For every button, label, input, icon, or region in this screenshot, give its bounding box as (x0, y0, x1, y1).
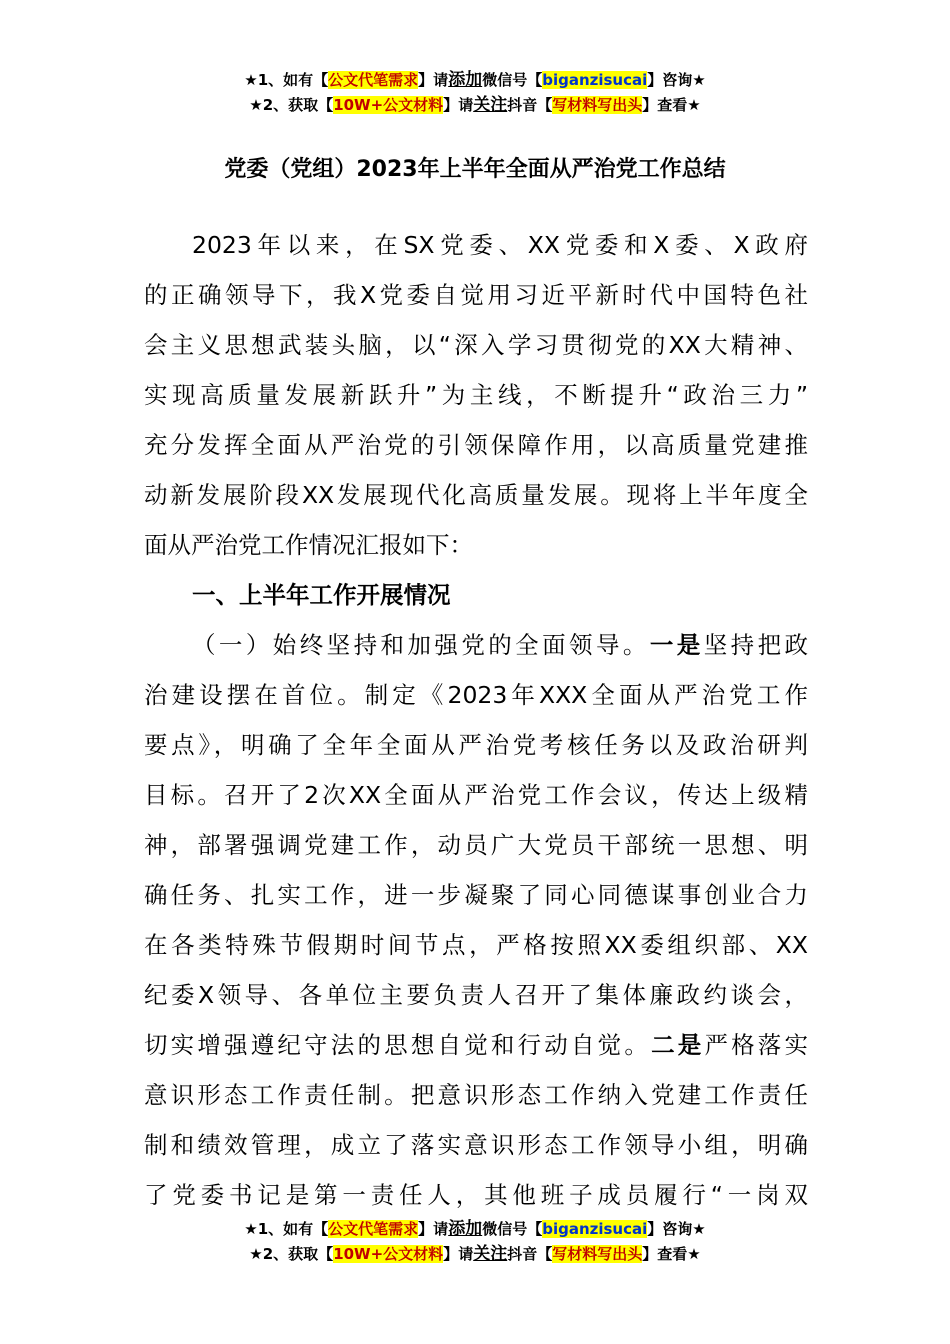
banner-wechat-id: biganzisucai (542, 71, 648, 89)
paragraph-line: 纪委X领导、各单位主要负责人召开了集体廉政约谈会， (144, 981, 808, 1009)
paragraph-line: 制和绩效管理，成立了落实意识形态工作领导小组，明确 (144, 1131, 808, 1159)
banner-highlight: 写材料写出头 (552, 1245, 643, 1263)
banner-text: 】咨询★ (647, 1220, 706, 1238)
paragraph-line: 了党委书记是第一责任人，其他班子成员履行“一岗双 (144, 1181, 808, 1209)
banner-text: 】咨询★ (647, 71, 706, 89)
paragraph-line: 在各类特殊节假期时间节点，严格按照XX委组织部、XX (144, 931, 808, 959)
paragraph-line: 会主义思想武装头脑，以“深入学习贯彻党的XX大精神、 (144, 331, 808, 359)
paragraph-line: 的正确领导下，我X党委自觉用习近平新时代中国特色社 (144, 281, 808, 309)
banner-wechat-id: biganzisucai (542, 1220, 648, 1238)
banner-underline: 关注 (473, 1244, 508, 1264)
paragraph-line (144, 1020, 808, 1070)
text-run: （一）始终坚持和加强党的全面领导。 (192, 631, 650, 659)
document-title: 党委（党组）2023年上半年全面从严治党工作总结 (224, 157, 726, 182)
document-body (144, 220, 808, 1220)
banner-highlight: 10W+公文材料 (333, 96, 444, 114)
banner-text: 】请 (418, 71, 449, 89)
bold-run: 一是 (649, 631, 704, 659)
banner-line-2 (0, 93, 950, 118)
banner-text: 抖音【 (507, 96, 553, 114)
banner-line-1 (0, 1217, 950, 1242)
banner-text: 微信号【 (482, 71, 543, 89)
banner-highlight: 公文代笔需求 (328, 1220, 419, 1238)
banner-underline: 添加 (448, 1219, 483, 1239)
text-run: 切实增强遵纪守法的思想自觉和行动自觉。 (144, 1031, 652, 1059)
banner-text: 微信号【 (482, 1220, 543, 1238)
paragraph-line: 神，部署强调党建工作，动员广大党员干部统一思想、明 (144, 831, 808, 859)
text-run: 严格落实 (704, 1031, 808, 1059)
banner-highlight: 写材料写出头 (552, 96, 643, 114)
paragraph-line: 意识形态工作责任制。把意识形态工作纳入党建工作责任 (144, 1081, 808, 1109)
paragraph-line: 治建设摆在首位。制定《2023年XXX全面从严治党工作 (144, 681, 808, 709)
paragraph-line: 2023年以来，在SX党委、XX党委和X委、X政府 (192, 231, 808, 259)
banner-line-2 (0, 1242, 950, 1267)
paragraph-line: 动新发展阶段XX发展现代化高质量发展。现将上半年度全 (144, 481, 808, 509)
banner-underline: 添加 (448, 70, 483, 90)
paragraph-line: 面从严治党工作情况汇报如下： (144, 531, 473, 559)
paragraph-line: 要点》，明确了全年全面从严治党考核任务以及政治研判 (144, 731, 808, 759)
banner-underline: 关注 (473, 95, 508, 115)
banner-text: 】请 (418, 1220, 449, 1238)
banner-highlight: 10W+公文材料 (333, 1245, 444, 1263)
paragraph-line: 确任务、扎实工作，进一步凝聚了同心同德谋事创业合力 (144, 881, 808, 909)
bold-run: 二是 (651, 1031, 705, 1059)
paragraph-line (144, 620, 808, 670)
text-run: 坚持把政 (703, 631, 808, 659)
banner-highlight: 公文代笔需求 (328, 71, 419, 89)
banner-text: 】查看★ (642, 96, 701, 114)
paragraph-line: 充分发挥全面从严治党的引领保障作用，以高质量党建推 (144, 431, 808, 459)
banner-text: 】请 (443, 1245, 474, 1263)
paragraph-line: 实现高质量发展新跃升”为主线，不断提升“政治三力” (144, 381, 808, 409)
banner-text: ★2、获取【 (249, 96, 334, 114)
banner-text: 】请 (443, 96, 474, 114)
paragraph-line: 目标。召开了2次XX全面从严治党工作会议，传达上级精 (144, 781, 808, 809)
banner-text: 】查看★ (642, 1245, 701, 1263)
footer-banner (0, 1217, 950, 1267)
banner-text: ★1、如有【 (244, 1220, 329, 1238)
banner-text: ★1、如有【 (244, 71, 329, 89)
header-banner (0, 68, 950, 118)
banner-text: ★2、获取【 (249, 1245, 334, 1263)
banner-line-1 (0, 68, 950, 93)
banner-text: 抖音【 (507, 1245, 553, 1263)
section-heading: 一、上半年工作开展情况 (192, 581, 451, 609)
